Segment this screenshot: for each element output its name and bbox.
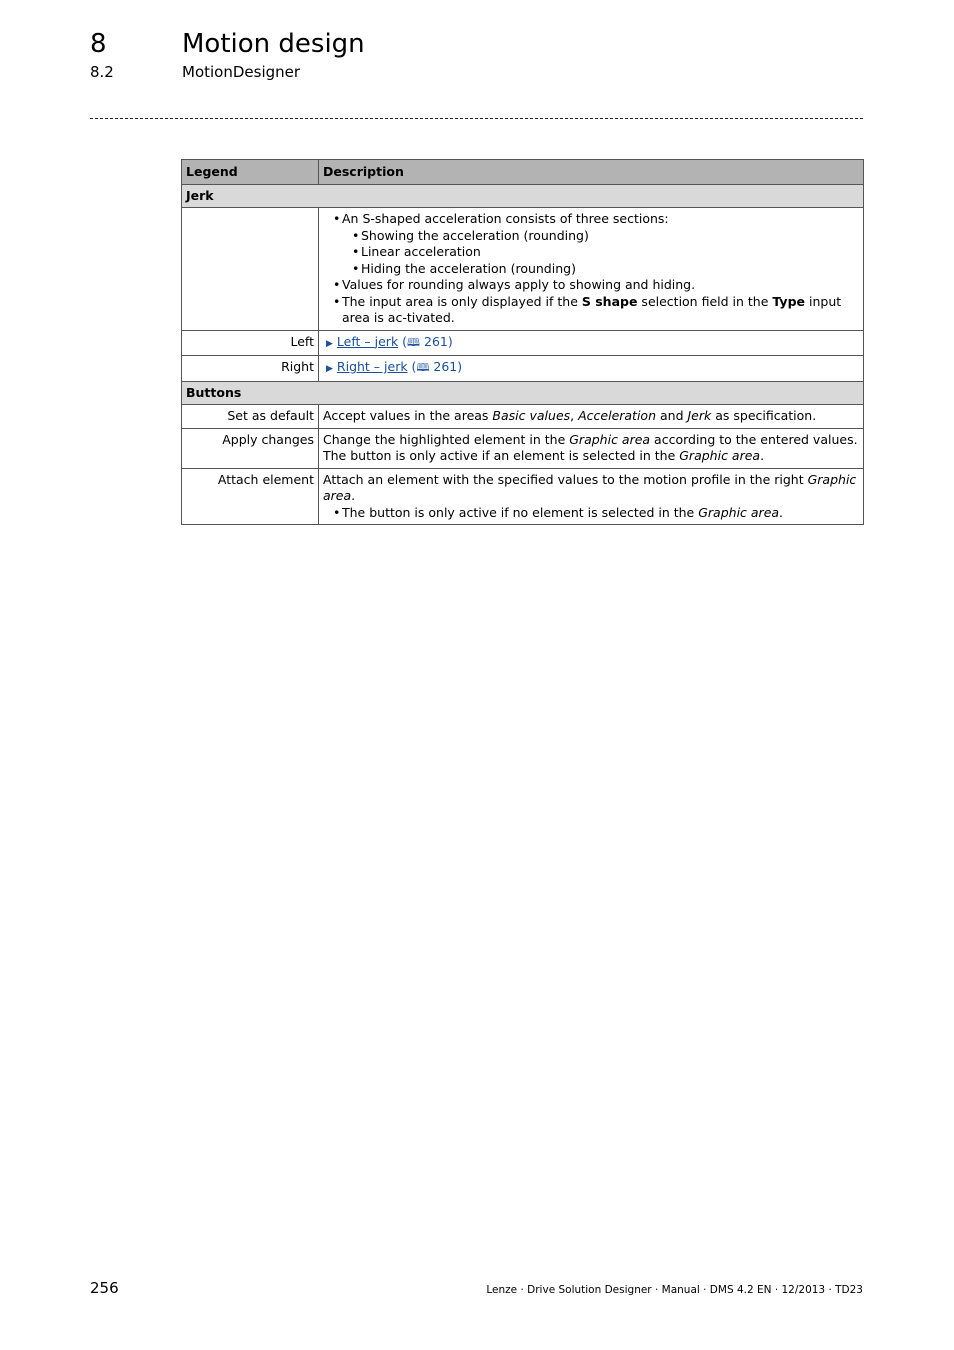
table-row bbox=[182, 405, 864, 429]
column-header-description: Description bbox=[319, 160, 864, 185]
table-row bbox=[182, 428, 864, 468]
description-cell bbox=[319, 208, 864, 331]
list-item: • The input area is only displayed if the S shape selection field in the Type input area is ac-tivated. bbox=[333, 294, 859, 327]
triangle-right-icon: ▶ bbox=[326, 364, 333, 374]
link-left-jerk[interactable]: Left – jerk bbox=[336, 333, 399, 349]
list-item: • Values for rounding always apply to showing and hiding. bbox=[333, 277, 859, 294]
page-ref-right[interactable]: (🕮 261) bbox=[407, 359, 463, 374]
group-title-buttons: Buttons bbox=[182, 381, 864, 405]
legend-cell-attach-element: Attach element bbox=[182, 468, 319, 525]
group-title-jerk: Jerk bbox=[182, 184, 864, 208]
legend-cell-empty bbox=[182, 208, 319, 331]
table-row bbox=[182, 208, 864, 331]
description-cell: Accept values in the areas Basic values, Acceleration and Jerk as specification. bbox=[319, 405, 864, 429]
list-item: • The button is only active if no element is selected in the Graphic area. bbox=[333, 505, 859, 522]
chapter-title: Motion design bbox=[182, 29, 365, 59]
description-cell bbox=[319, 428, 864, 468]
legend-cell-left: Left bbox=[182, 330, 319, 356]
legend-cell-apply-changes: Apply changes bbox=[182, 428, 319, 468]
link-right-jerk[interactable]: Right – jerk bbox=[336, 359, 408, 374]
type-term: Type bbox=[772, 293, 806, 309]
section-title: MotionDesigner bbox=[182, 63, 301, 81]
triangle-right-icon: ▶ bbox=[326, 338, 333, 349]
list-item: • Linear acceleration bbox=[352, 244, 859, 261]
table-row bbox=[182, 468, 864, 525]
group-row-buttons bbox=[182, 381, 864, 405]
description-cell bbox=[319, 330, 864, 356]
legend-cell-right: Right bbox=[182, 356, 319, 382]
footer-publication: Lenze · Drive Solution Designer · Manual · DMS 4.2 EN · 12/2013 · TD23 bbox=[486, 1284, 863, 1296]
apply-changes-line-1: Change the highlighted element in the Graphic area according to the entered values. bbox=[323, 431, 858, 447]
attach-element-line-1: Attach an element with the specified values to the motion profile in the right Graphic area. bbox=[323, 471, 857, 503]
table-header-row bbox=[182, 160, 864, 185]
book-icon: 🕮 bbox=[416, 361, 430, 374]
book-icon: 🕮 bbox=[407, 335, 421, 349]
chapter-number: 8 bbox=[90, 29, 107, 59]
table-row bbox=[182, 356, 864, 382]
legend-cell-set-as-default: Set as default bbox=[182, 405, 319, 429]
list-item: • An S-shaped acceleration consists of three sections: • Showing the acceleration (rounding) • Linear acceleration • Hiding the acceleration (rounding) bbox=[333, 211, 859, 277]
jerk-sections-list bbox=[342, 228, 859, 278]
description-cell bbox=[319, 356, 864, 382]
table-row bbox=[182, 330, 864, 356]
list-item: • Showing the acceleration (rounding) bbox=[352, 228, 859, 245]
jerk-bullet-list bbox=[323, 211, 859, 327]
apply-changes-line-2: The button is only active if an element is selected in the Graphic area. bbox=[323, 448, 765, 463]
page-number: 256 bbox=[90, 1279, 119, 1297]
attach-element-bullets bbox=[323, 505, 859, 522]
group-row-jerk bbox=[182, 184, 864, 208]
section-number: 8.2 bbox=[90, 63, 114, 81]
header-divider bbox=[90, 118, 863, 119]
page-ref-left[interactable]: (🕮 261) bbox=[398, 333, 453, 349]
list-item: • Hiding the acceleration (rounding) bbox=[352, 261, 859, 278]
column-header-legend: Legend bbox=[182, 160, 319, 185]
legend-table bbox=[181, 159, 864, 525]
description-cell bbox=[319, 468, 864, 525]
s-shape-term: S shape bbox=[581, 293, 638, 309]
